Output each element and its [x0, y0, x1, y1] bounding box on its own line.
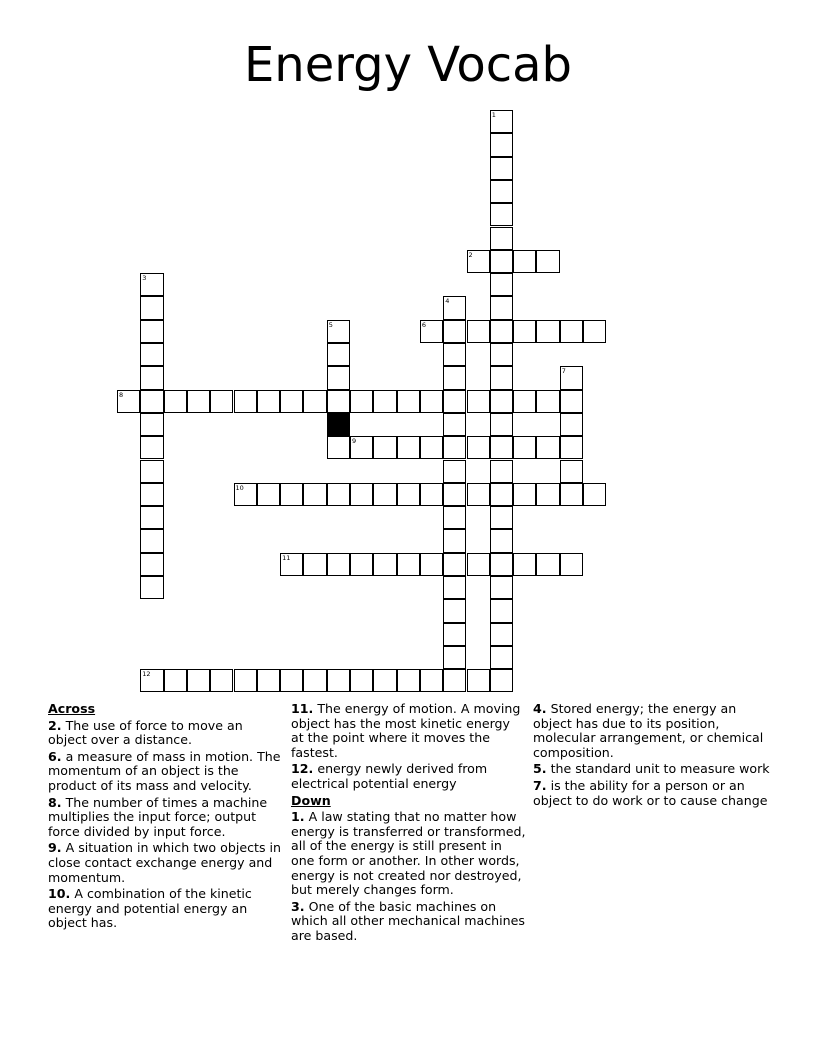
clue-number-label: 3 — [142, 274, 147, 283]
grid-cell[interactable] — [140, 460, 163, 483]
clue-text: A situation in which two objects in close contact exchange energy and momentum. — [48, 840, 281, 885]
grid-cell[interactable] — [140, 553, 163, 576]
grid-cell[interactable] — [187, 390, 210, 413]
grid-cell[interactable] — [490, 250, 513, 273]
grid-cell[interactable] — [490, 320, 513, 343]
grid-cell[interactable] — [490, 553, 513, 576]
clue-number-label: 2 — [468, 250, 473, 259]
grid-cell[interactable] — [140, 296, 163, 319]
clue-number-label: 12 — [142, 670, 151, 679]
down-clue — [533, 762, 773, 777]
clue-number: 1. — [291, 809, 305, 825]
clue-text: One of the basic machines on which all other mechanical machines are based. — [291, 898, 525, 943]
grid-cell[interactable] — [257, 390, 280, 413]
grid-cell[interactable] — [490, 343, 513, 366]
grid-cell[interactable] — [443, 506, 466, 529]
grid-cell[interactable] — [397, 553, 420, 576]
grid-cell[interactable] — [303, 483, 326, 506]
grid-cell[interactable] — [257, 669, 280, 692]
grid-cell[interactable] — [536, 250, 559, 273]
grid-cell[interactable] — [327, 436, 350, 459]
across-clue — [48, 841, 283, 885]
grid-cell[interactable] — [397, 669, 420, 692]
clue-number: 4. — [533, 701, 547, 716]
grid-cell[interactable] — [490, 623, 513, 646]
grid-cell[interactable] — [327, 320, 350, 343]
grid-cell[interactable] — [373, 436, 396, 459]
grid-cell[interactable] — [536, 390, 559, 413]
grid-cell[interactable] — [443, 553, 466, 576]
grid-cell[interactable] — [420, 436, 443, 459]
grid-cell[interactable] — [327, 390, 350, 413]
grid-cell[interactable] — [490, 669, 513, 692]
grid-cell[interactable] — [560, 553, 583, 576]
grid-cell[interactable] — [490, 460, 513, 483]
grid-cell[interactable] — [234, 669, 257, 692]
grid-cell[interactable] — [350, 436, 373, 459]
grid-cell[interactable] — [280, 669, 303, 692]
grid-cell[interactable] — [560, 460, 583, 483]
down-clue — [291, 810, 526, 898]
grid-cell[interactable] — [513, 436, 536, 459]
grid-cell[interactable] — [280, 390, 303, 413]
grid-cell[interactable] — [350, 669, 373, 692]
grid-cell[interactable] — [490, 203, 513, 226]
grid-cell[interactable] — [350, 390, 373, 413]
down-clue — [291, 900, 526, 944]
grid-cell[interactable] — [373, 483, 396, 506]
grid-cell[interactable] — [350, 553, 373, 576]
grid-cell[interactable] — [327, 553, 350, 576]
grid-cell[interactable] — [490, 576, 513, 599]
grid-cell[interactable] — [490, 483, 513, 506]
clue-number: 5. — [533, 761, 547, 777]
across-clue — [48, 887, 283, 931]
across-clue — [48, 719, 283, 748]
clue-text: A combination of the kinetic energy and potential energy an object has. — [48, 886, 252, 931]
grid-cell[interactable] — [140, 576, 163, 599]
grid-cell[interactable] — [467, 483, 490, 506]
grid-cell[interactable] — [536, 320, 559, 343]
grid-cell[interactable] — [117, 390, 140, 413]
grid-cell[interactable] — [443, 366, 466, 389]
across-clue — [48, 750, 283, 794]
clue-text: a measure of mass in motion. The momentum of an object is the product of its mass and velocity. — [48, 748, 281, 793]
grid-cell[interactable] — [560, 483, 583, 506]
grid-cell[interactable] — [490, 366, 513, 389]
clue-text: The number of times a machine multiplies the input force; output force divided by input force. — [48, 794, 268, 839]
grid-cell[interactable] — [513, 390, 536, 413]
grid-cell[interactable] — [303, 390, 326, 413]
grid-cell[interactable] — [560, 413, 583, 436]
grid-cell[interactable] — [490, 529, 513, 552]
grid-cell[interactable] — [420, 390, 443, 413]
grid-cell[interactable] — [140, 413, 163, 436]
grid-cell[interactable] — [490, 436, 513, 459]
grid-cell[interactable] — [140, 320, 163, 343]
grid-cell[interactable] — [490, 599, 513, 622]
clue-number-label: 8 — [119, 390, 124, 399]
grid-cell[interactable] — [210, 390, 233, 413]
clue-number: 12. — [291, 761, 314, 777]
grid-cell[interactable] — [490, 646, 513, 669]
grid-cell[interactable] — [397, 483, 420, 506]
grid-cell[interactable] — [513, 483, 536, 506]
across-clue — [291, 702, 526, 760]
clues-column-3 — [533, 702, 773, 810]
grid-cell[interactable] — [443, 623, 466, 646]
clue-text: The use of force to move an object over a distance. — [48, 717, 243, 748]
grid-cell[interactable] — [536, 483, 559, 506]
grid-cell[interactable] — [327, 483, 350, 506]
clues-column-1 — [48, 702, 283, 933]
clue-number-label: 5 — [328, 320, 333, 329]
grid-cell[interactable] — [490, 506, 513, 529]
clue-number-label: 1 — [491, 111, 496, 119]
grid-cell[interactable] — [303, 553, 326, 576]
clue-text: Stored energy; the energy an object has due to its position, molecular arrangement, or chemical composition. — [533, 701, 764, 760]
clue-number: 9. — [48, 840, 62, 856]
grid-cell[interactable] — [536, 436, 559, 459]
grid-cell[interactable] — [443, 576, 466, 599]
grid-cell[interactable] — [490, 180, 513, 203]
puzzle-title: Energy Vocab — [243, 37, 573, 93]
grid-cell[interactable] — [373, 553, 396, 576]
grid-cell[interactable] — [443, 343, 466, 366]
clue-number: 7. — [533, 777, 547, 793]
grid-cell[interactable] — [490, 273, 513, 296]
grid-cell[interactable] — [536, 553, 559, 576]
grid-cell[interactable] — [490, 110, 513, 133]
clue-number-label: 7 — [561, 367, 566, 376]
grid-cell[interactable] — [490, 133, 513, 156]
grid-cell[interactable] — [490, 413, 513, 436]
grid-cell[interactable] — [467, 320, 490, 343]
grid-cell[interactable] — [140, 506, 163, 529]
grid-cell[interactable] — [303, 669, 326, 692]
grid-cell[interactable] — [234, 483, 257, 506]
grid-cell[interactable] — [513, 553, 536, 576]
grid-cell[interactable] — [140, 366, 163, 389]
grid-cell[interactable] — [257, 483, 280, 506]
grid-cell[interactable] — [583, 320, 606, 343]
grid-cell[interactable] — [397, 436, 420, 459]
grid-cell[interactable] — [443, 529, 466, 552]
grid-cell[interactable] — [164, 390, 187, 413]
grid-cell[interactable] — [490, 390, 513, 413]
grid-cell[interactable] — [280, 553, 303, 576]
grid-cell[interactable] — [373, 669, 396, 692]
grid-cell[interactable] — [234, 390, 257, 413]
grid-cell[interactable] — [467, 250, 490, 273]
clues-column-2 — [291, 702, 526, 946]
down-heading: Down — [291, 792, 331, 808]
grid-cell[interactable] — [443, 390, 466, 413]
grid-cell[interactable] — [210, 669, 233, 692]
across-clue — [291, 762, 526, 791]
grid-cell[interactable] — [187, 669, 210, 692]
grid-cell[interactable] — [420, 669, 443, 692]
grid-cell[interactable] — [164, 669, 187, 692]
grid-cell[interactable] — [513, 250, 536, 273]
clue-text: A law stating that no matter how energy is transferred or transformed, all of the energy is still present in one form or another. In other words, energy is not created nor destroyed, but merely changes form. — [291, 809, 526, 898]
clue-number-label: 9 — [352, 437, 357, 446]
grid-cell[interactable] — [140, 343, 163, 366]
grid-cell[interactable] — [467, 669, 490, 692]
grid-cell[interactable] — [560, 366, 583, 389]
grid-cell[interactable] — [443, 460, 466, 483]
grid-cell[interactable] — [350, 483, 373, 506]
grid-cell[interactable] — [327, 343, 350, 366]
grid-cell[interactable] — [140, 529, 163, 552]
clue-text: the standard unit to measure work — [550, 761, 770, 777]
grid-cell[interactable] — [443, 483, 466, 506]
clue-number: 10. — [48, 886, 71, 902]
clue-number-label: 11 — [282, 553, 291, 562]
grid-cell[interactable] — [443, 669, 466, 692]
grid-cell[interactable] — [490, 227, 513, 250]
grid-cell[interactable] — [443, 320, 466, 343]
grid-cell[interactable] — [140, 273, 163, 296]
grid-cell[interactable] — [490, 296, 513, 319]
down-clue — [533, 702, 773, 760]
grid-cell[interactable] — [397, 390, 420, 413]
grid-cell[interactable] — [467, 553, 490, 576]
clue-number: 6. — [48, 748, 62, 764]
grid-cell[interactable] — [373, 390, 396, 413]
grid-cell[interactable] — [490, 157, 513, 180]
clue-number: 8. — [48, 794, 62, 810]
grid-cell[interactable] — [140, 390, 163, 413]
down-clue — [533, 779, 773, 808]
grid-cell[interactable] — [560, 390, 583, 413]
clue-number-label: 6 — [421, 320, 427, 329]
grid-cell[interactable] — [513, 320, 536, 343]
grid-cell[interactable] — [560, 320, 583, 343]
grid-cell[interactable] — [280, 483, 303, 506]
grid-cell[interactable] — [443, 646, 466, 669]
grid-cell[interactable] — [420, 553, 443, 576]
grid-cell[interactable] — [327, 669, 350, 692]
clue-text: energy newly derived from electrical potential energy — [291, 761, 488, 791]
grid-cell[interactable] — [467, 436, 490, 459]
grid-cell[interactable] — [327, 366, 350, 389]
across-heading: Across — [48, 701, 96, 716]
grid-cell[interactable] — [583, 483, 606, 506]
grid-cell[interactable] — [420, 320, 443, 343]
clue-number: 2. — [48, 717, 62, 733]
clue-number-label: 4 — [445, 297, 450, 306]
grid-cell[interactable] — [420, 483, 443, 506]
grid-cell[interactable] — [443, 599, 466, 622]
clue-number: 3. — [291, 898, 305, 914]
grid-cell[interactable] — [443, 413, 466, 436]
clue-number-label: 10 — [235, 483, 244, 492]
clue-text: The energy of motion. A moving object has the most kinetic energy at the point where it moves the fastest. — [291, 701, 521, 760]
grid-cell[interactable] — [443, 436, 466, 459]
across-clue — [48, 796, 283, 840]
grid-cell[interactable] — [560, 436, 583, 459]
clue-number: 11. — [291, 701, 314, 716]
grid-cell[interactable] — [443, 296, 466, 319]
block-cell — [327, 413, 350, 436]
grid-cell[interactable] — [140, 483, 163, 506]
grid-cell[interactable] — [140, 669, 163, 692]
grid-cell[interactable] — [140, 436, 163, 459]
clue-text: is the ability for a person or an object to do work or to cause change — [533, 777, 768, 808]
grid-cell[interactable] — [467, 390, 490, 413]
